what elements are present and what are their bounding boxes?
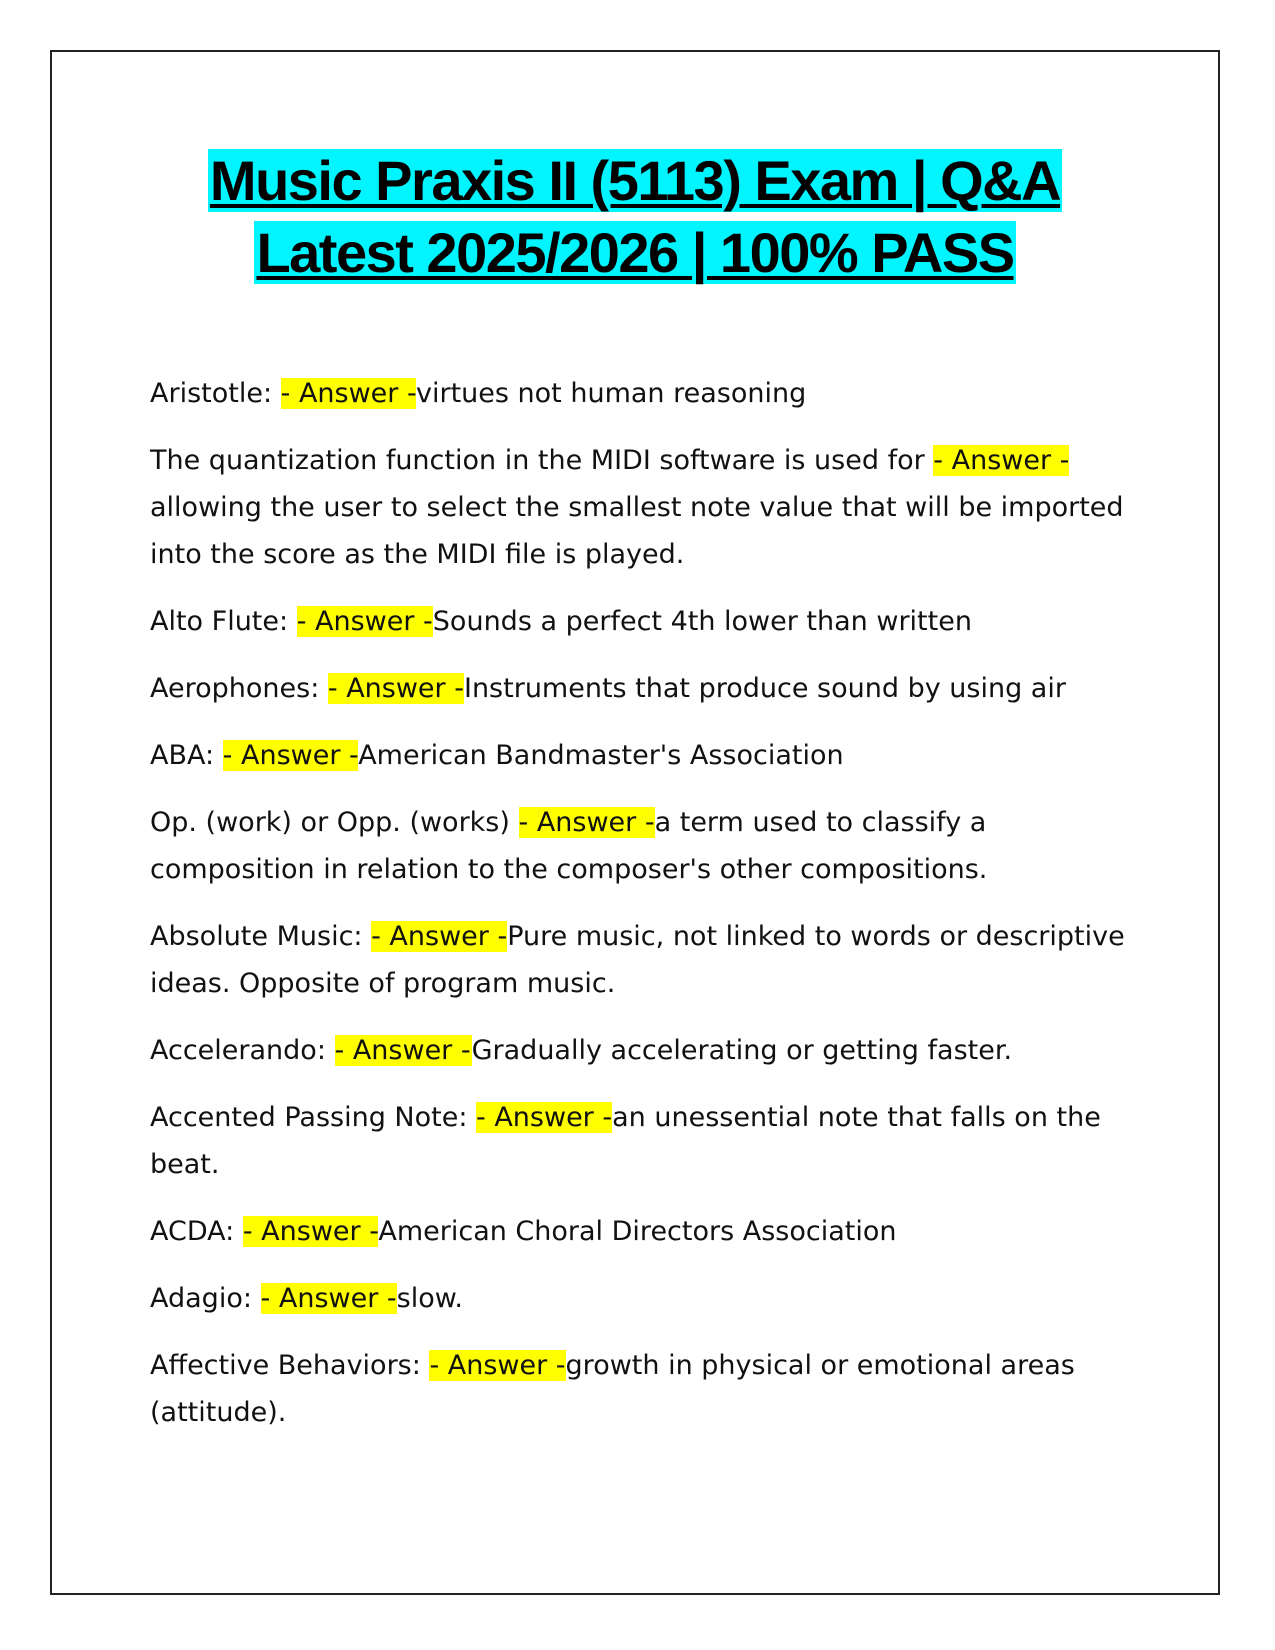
qa-question: Aerophones: bbox=[150, 673, 328, 704]
qa-question: Accelerando: bbox=[150, 1035, 335, 1066]
title-line-1 bbox=[50, 145, 1220, 217]
qa-item bbox=[150, 598, 1140, 645]
document-title bbox=[50, 145, 1220, 289]
answer-marker: - Answer - bbox=[242, 1216, 379, 1247]
qa-item bbox=[150, 1094, 1140, 1188]
qa-item bbox=[150, 665, 1140, 712]
qa-item bbox=[150, 437, 1140, 578]
qa-question: Alto Flute: bbox=[150, 606, 297, 637]
answer-marker: - Answer - bbox=[296, 606, 433, 637]
qa-item bbox=[150, 1275, 1140, 1322]
qa-item bbox=[150, 1027, 1140, 1074]
qa-question: Affective Behaviors: bbox=[150, 1350, 430, 1381]
answer-marker: - Answer - bbox=[476, 1102, 613, 1133]
qa-item bbox=[150, 913, 1140, 1007]
qa-answer-text: Pure music, not linked to words or descriptive ideas. Opposite of program music. bbox=[150, 921, 1125, 999]
qa-answer-text: American Choral Directors Association bbox=[378, 1216, 897, 1247]
qa-answer-text: Sounds a perfect 4th lower than written bbox=[432, 606, 972, 637]
qa-item bbox=[150, 1208, 1140, 1255]
qa-question: Absolute Music: bbox=[150, 921, 372, 952]
qa-question: ACDA: bbox=[150, 1216, 243, 1247]
qa-answer-text: allowing the user to select the smallest note value that will be imported into the score as the MIDI file is played. bbox=[150, 492, 1124, 570]
qa-item bbox=[150, 370, 1140, 417]
qa-answer-text: a term used to classify a composition in relation to the composer's other compositions. bbox=[150, 807, 988, 885]
qa-item bbox=[150, 799, 1140, 893]
qa-question: ABA: bbox=[150, 740, 223, 771]
qa-question: Op. (work) or Opp. (works) bbox=[150, 807, 519, 838]
title-line-1-text: Music Praxis II (5113) Exam | Q&A bbox=[209, 149, 1061, 212]
qa-question: Accented Passing Note: bbox=[150, 1102, 477, 1133]
qa-item bbox=[150, 1342, 1140, 1436]
answer-marker: - Answer - bbox=[327, 673, 464, 704]
title-line-2 bbox=[50, 217, 1220, 289]
qa-question: The quantization function in the MIDI software is used for bbox=[150, 445, 934, 476]
title-line-2-text: Latest 2025/2026 | 100% PASS bbox=[256, 221, 1014, 284]
qa-item bbox=[150, 732, 1140, 779]
answer-marker: - Answer - bbox=[334, 1035, 472, 1066]
answer-marker: - Answer - bbox=[222, 740, 359, 771]
answer-marker: - Answer - bbox=[280, 378, 416, 409]
answer-marker: - Answer - bbox=[933, 445, 1070, 476]
qa-answer-text: growth in physical or emotional areas (attitude). bbox=[150, 1350, 1075, 1428]
answer-marker: - Answer - bbox=[260, 1283, 397, 1314]
qa-answer-text: Instruments that produce sound by using air bbox=[463, 673, 1066, 704]
answer-marker: - Answer - bbox=[429, 1350, 566, 1381]
answer-marker: - Answer - bbox=[371, 921, 508, 952]
qa-answer-text: Gradually accelerating or getting faster. bbox=[471, 1035, 1013, 1066]
qa-answer-text: virtues not human reasoning bbox=[416, 378, 807, 409]
qa-question: Aristotle: bbox=[150, 378, 281, 409]
answer-marker: - Answer - bbox=[518, 807, 655, 838]
qa-answer-text: slow. bbox=[396, 1283, 463, 1314]
qa-answer-text: an unessential note that falls on the beat. bbox=[150, 1102, 1101, 1180]
qa-list bbox=[150, 370, 1140, 1456]
qa-question: Adagio: bbox=[150, 1283, 261, 1314]
qa-answer-text: American Bandmaster's Association bbox=[358, 740, 844, 771]
